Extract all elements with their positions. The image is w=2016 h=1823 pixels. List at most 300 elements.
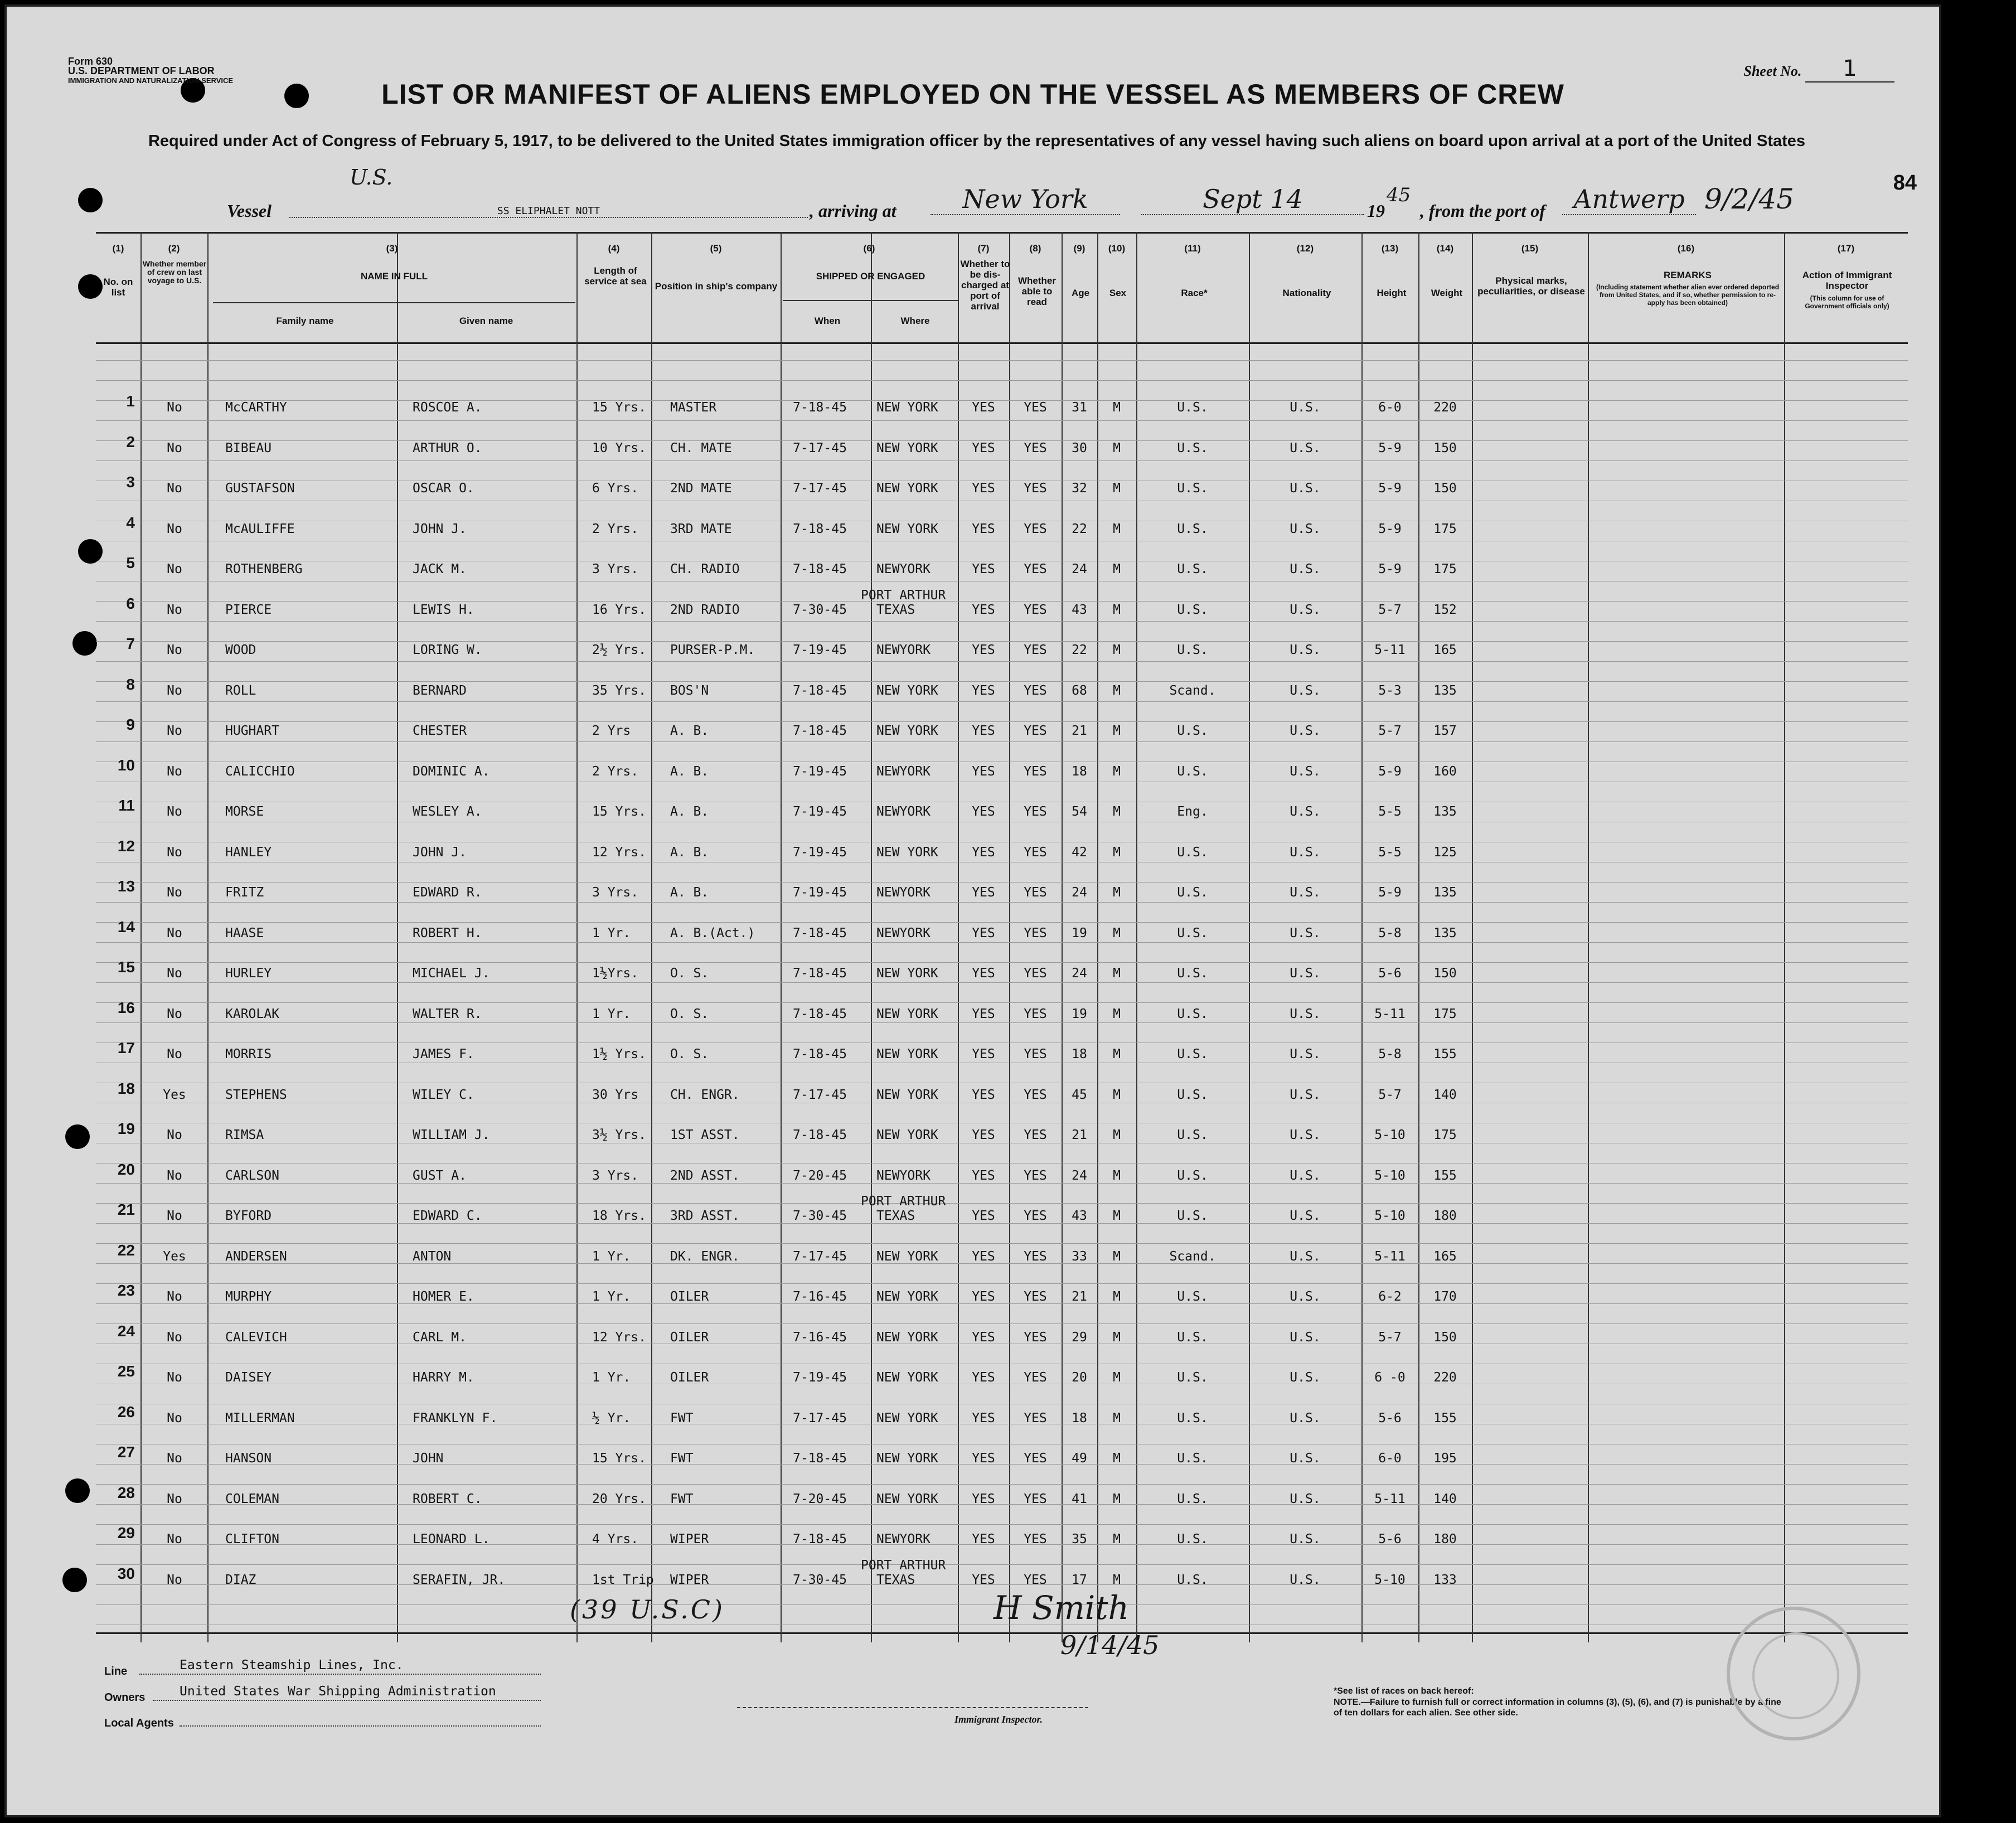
ruling-line (96, 902, 1908, 903)
crew-family-cell: CALEVICH (225, 1330, 287, 1345)
crew-sex-cell: M (1113, 1410, 1121, 1426)
crew-position-cell: OILER (670, 1330, 709, 1345)
crew-position-cell: OILER (670, 1289, 709, 1304)
arrival-date: Sept 14 (1141, 184, 1364, 215)
crew-length-cell: 15 Yrs. (592, 804, 646, 819)
crew-family-cell: McCARTHY (225, 400, 287, 415)
crew-height-cell: 5-10 (1374, 1128, 1406, 1142)
crew-family-cell: DAISEY (225, 1370, 272, 1385)
crew-race-cell: Scand. (1169, 683, 1216, 698)
ruling-line (96, 380, 1908, 381)
crew-disch-cell: YES (972, 602, 995, 617)
crew-length-cell: 35 Yrs. (592, 683, 646, 698)
crew-age-cell: 24 (1072, 885, 1087, 900)
crew-length-cell: 15 Yrs. (592, 400, 646, 415)
crew-sex-cell: M (1113, 683, 1121, 698)
crew-when-cell: 7-17-45 (793, 1087, 847, 1102)
crew-read-cell: YES (1024, 1128, 1047, 1142)
crew-where-cell: NEWYORK (876, 885, 931, 900)
col-head-when: When (814, 316, 841, 326)
crew-height-cell: 5-10 (1374, 1209, 1406, 1223)
crew-length-cell: 1 Yr. (592, 1249, 631, 1264)
crew-read-cell: YES (1024, 925, 1047, 940)
crew-position-cell: WIPER (670, 1572, 709, 1587)
crew-race-cell: U.S. (1177, 1006, 1208, 1021)
crew-position-cell: FWT (670, 1451, 694, 1466)
crew-position-cell: OILER (670, 1370, 709, 1385)
crew-given-cell: WILLIAM J. (413, 1128, 490, 1142)
ruling-line (96, 1243, 1908, 1244)
crew-age-cell: 54 (1072, 804, 1087, 819)
crew-given-cell: JOHN (413, 1451, 444, 1466)
crew-read-cell: YES (1024, 1572, 1047, 1587)
crew-sex-cell: M (1113, 1209, 1121, 1223)
agents-underline (180, 1725, 541, 1727)
crew-disch-cell: YES (972, 724, 995, 738)
crew-weight-cell: 133 (1433, 1572, 1457, 1587)
crew-height-cell: 5-9 (1378, 440, 1402, 455)
crew-last-cell: No (167, 1289, 182, 1304)
crew-where-cell: NEW YORK (876, 1370, 938, 1385)
crew-no-cell: 17 (117, 1039, 135, 1056)
col-head-height: Height (1377, 288, 1407, 298)
crew-family-cell: MURPHY (225, 1289, 272, 1304)
column-number: (7) (977, 243, 990, 254)
col-head-length: Length of service at sea (584, 265, 647, 287)
crew-no-cell: 6 (126, 594, 135, 612)
crew-sex-cell: M (1113, 562, 1121, 576)
crew-nat-cell: U.S. (1290, 562, 1321, 576)
crew-height-cell: 5-5 (1378, 845, 1402, 860)
crew-when-cell: 7-18-45 (793, 683, 847, 698)
crew-nat-cell: U.S. (1290, 400, 1321, 415)
crew-weight-cell: 125 (1433, 845, 1457, 860)
column-number: (10) (1108, 243, 1126, 254)
col-head-sex: Sex (1109, 288, 1127, 298)
crew-length-cell: 4 Yrs. (592, 1532, 639, 1546)
crew-position-cell: PURSER-P.M. (670, 643, 755, 657)
crew-when-cell: 7-17-45 (793, 440, 847, 455)
crew-when-cell: 7-17-45 (793, 481, 847, 496)
crew-when-cell: 7-18-45 (793, 1128, 847, 1142)
crew-weight-cell: 170 (1433, 1289, 1457, 1304)
crew-length-cell: 16 Yrs. (592, 602, 646, 617)
column-number: (12) (1296, 243, 1314, 254)
crew-weight-cell: 135 (1433, 804, 1457, 819)
note-label: NOTE. (1334, 1698, 1361, 1707)
crew-weight-cell: 135 (1433, 683, 1457, 698)
crew-disch-cell: YES (972, 845, 995, 860)
crew-race-cell: U.S. (1177, 602, 1208, 617)
crew-disch-cell: YES (972, 1249, 995, 1264)
crew-family-cell: WOOD (225, 643, 256, 657)
crew-no-cell: 9 (126, 716, 135, 733)
crew-last-cell: No (167, 683, 182, 698)
crew-position-cell: A. B. (670, 804, 709, 819)
crew-weight-cell: 180 (1433, 1209, 1457, 1223)
ruling-line (96, 621, 1908, 622)
vessel-line (227, 165, 1872, 224)
crew-length-cell: 18 Yrs. (592, 1209, 646, 1223)
crew-last-cell: No (167, 1491, 182, 1506)
crew-family-cell: ROTHENBERG (225, 562, 303, 576)
document-subtitle: Required under Act of Congress of February 5, 1917, to be delivered to the United States immigration officer by the representatives of any vessel having such aliens on board upon arrival at a port of the United States (148, 132, 1806, 150)
crew-where-cell: NEW YORK (876, 966, 938, 981)
crew-age-cell: 32 (1072, 481, 1087, 496)
crew-when-cell: 7-17-45 (793, 1410, 847, 1426)
crew-when-cell: 7-18-45 (793, 1047, 847, 1061)
ruling-line (96, 942, 1908, 943)
crew-nat-cell: U.S. (1290, 1087, 1321, 1102)
manifest-sheet (4, 4, 1941, 1817)
crew-last-cell: No (167, 1168, 182, 1183)
crew-height-cell: 6-0 (1378, 1451, 1402, 1466)
crew-weight-cell: 160 (1433, 764, 1457, 779)
crew-nat-cell: U.S. (1290, 1047, 1321, 1061)
crew-read-cell: YES (1024, 400, 1047, 415)
crew-disch-cell: YES (972, 1289, 995, 1304)
crew-family-cell: KAROLAK (225, 1006, 279, 1021)
crew-weight-cell: 175 (1433, 521, 1457, 536)
crew-length-cell: 6 Yrs. (592, 481, 639, 496)
crew-position-cell: A. B. (670, 764, 709, 779)
crew-length-cell: 15 Yrs. (592, 1451, 646, 1466)
crew-height-cell: 5-11 (1374, 643, 1406, 657)
crew-nat-cell: U.S. (1290, 683, 1321, 698)
crew-where-cell: NEW YORK (876, 440, 938, 455)
crew-last-cell: No (167, 481, 182, 496)
crew-weight-cell: 150 (1433, 481, 1457, 496)
crew-family-cell: BIBEAU (225, 440, 272, 455)
crew-last-cell: Yes (163, 1087, 186, 1102)
crew-given-cell: JAMES F. (413, 1047, 474, 1061)
crew-nat-cell: U.S. (1290, 1572, 1321, 1587)
crew-when-cell: 7-18-45 (793, 521, 847, 536)
header-bottom-rule (96, 342, 1908, 344)
crew-read-cell: YES (1024, 1370, 1047, 1385)
crew-given-cell: EDWARD C. (413, 1209, 482, 1223)
crew-given-cell: WALTER R. (413, 1006, 482, 1021)
column-number: (6) (863, 243, 875, 254)
crew-when-cell: 7-17-45 (793, 1249, 847, 1264)
crew-given-cell: JOHN J. (413, 521, 467, 536)
crew-weight-cell: 165 (1433, 643, 1457, 657)
crew-read-cell: YES (1024, 1168, 1047, 1183)
penalty-note (1334, 1697, 1791, 1718)
crew-length-cell: 3½ Yrs. (592, 1128, 646, 1142)
crew-length-cell: 1 Yr. (592, 1289, 631, 1304)
crew-when-cell: 7-30-45 (793, 602, 847, 617)
crew-no-cell: 11 (118, 797, 135, 814)
crew-given-cell: ARTHUR O. (413, 440, 482, 455)
crew-race-cell: U.S. (1177, 845, 1208, 860)
crew-disch-cell: YES (972, 1451, 995, 1466)
crew-nat-cell: U.S. (1290, 1491, 1321, 1506)
crew-nat-cell: U.S. (1290, 481, 1321, 496)
crew-where-cell: NEWYORK (876, 562, 931, 576)
crew-no-cell: 26 (117, 1403, 135, 1420)
crew-when-cell: 7-18-45 (793, 1006, 847, 1021)
crew-length-cell: 1 Yr. (592, 1006, 631, 1021)
crew-height-cell: 5-9 (1378, 481, 1402, 496)
crew-weight-cell: 220 (1433, 1370, 1457, 1385)
crew-read-cell: YES (1024, 1047, 1047, 1061)
ruling-line (96, 741, 1908, 742)
crew-nat-cell: U.S. (1290, 885, 1321, 900)
crew-position-cell: O. S. (670, 1047, 709, 1061)
crew-length-cell: 30 Yrs (592, 1087, 639, 1102)
crew-weight-cell: 150 (1433, 966, 1457, 981)
crew-sex-cell: M (1113, 521, 1121, 536)
crew-family-cell: FRITZ (225, 885, 264, 900)
crew-weight-cell: 140 (1433, 1087, 1457, 1102)
crew-last-cell: No (167, 400, 182, 415)
crew-when-cell: 7-18-45 (793, 966, 847, 981)
ruling-line (96, 721, 1908, 722)
crew-read-cell: YES (1024, 562, 1047, 576)
crew-age-cell: 18 (1072, 1047, 1087, 1061)
crew-height-cell: 6-2 (1378, 1289, 1402, 1304)
crew-disch-cell: YES (972, 400, 995, 415)
crew-age-cell: 43 (1072, 1209, 1087, 1223)
crew-given-cell: WESLEY A. (413, 804, 482, 819)
crew-age-cell: 43 (1072, 602, 1087, 617)
crew-height-cell: 5-9 (1378, 521, 1402, 536)
punch-hole (78, 188, 103, 212)
ruling-line (96, 1022, 1908, 1023)
crew-sex-cell: M (1113, 1047, 1121, 1061)
crew-given-cell: BERNARD (413, 683, 467, 698)
crew-race-cell: U.S. (1177, 885, 1208, 900)
shipped-subrule (783, 300, 958, 301)
crew-position-cell: A. B. (670, 724, 709, 738)
name-subrule (213, 302, 575, 303)
crew-race-cell: U.S. (1177, 1087, 1208, 1102)
crew-sex-cell: M (1113, 602, 1121, 617)
ruling-line (96, 641, 1908, 642)
crew-disch-cell: YES (972, 1572, 995, 1587)
crew-height-cell: 5-9 (1378, 562, 1402, 576)
crew-where-cell: TEXAS (876, 1572, 915, 1587)
crew-read-cell: YES (1024, 683, 1047, 698)
crew-age-cell: 49 (1072, 1451, 1087, 1466)
crew-given-cell: OSCAR O. (413, 481, 474, 496)
column-rule (1784, 232, 1785, 1642)
crew-last-cell: No (167, 643, 182, 657)
crew-when-cell: 7-19-45 (793, 885, 847, 900)
owners-underline (153, 1700, 541, 1701)
crew-no-cell: 22 (117, 1241, 135, 1259)
crew-table (96, 232, 1908, 1642)
column-number: (4) (608, 243, 620, 254)
departure-port: Antwerp (1562, 184, 1696, 215)
crew-age-cell: 33 (1072, 1249, 1087, 1264)
crew-no-cell: 29 (117, 1524, 135, 1541)
crew-position-cell: O. S. (670, 966, 709, 981)
crew-sex-cell: M (1113, 1451, 1121, 1466)
crew-where-top-cell: PORT ARTHUR (861, 1194, 946, 1209)
crew-race-cell: U.S. (1177, 764, 1208, 779)
crew-position-cell: CH. MATE (670, 440, 732, 455)
crew-sex-cell: M (1113, 804, 1121, 819)
crew-read-cell: YES (1024, 1289, 1047, 1304)
crew-last-cell: No (167, 925, 182, 940)
ruling-line (96, 1223, 1908, 1224)
crew-race-cell: U.S. (1177, 1330, 1208, 1345)
crew-sex-cell: M (1113, 1491, 1121, 1506)
col-head-no: No. on list (103, 277, 133, 298)
crew-race-cell: U.S. (1177, 562, 1208, 576)
crew-read-cell: YES (1024, 724, 1047, 738)
crew-where-top-cell: PORT ARTHUR (861, 588, 946, 603)
crew-disch-cell: YES (972, 925, 995, 940)
crew-height-cell: 5-5 (1378, 804, 1402, 819)
crew-disch-cell: YES (972, 1491, 995, 1506)
crew-race-cell: U.S. (1177, 521, 1208, 536)
crew-where-cell: NEW YORK (876, 1491, 938, 1506)
crew-position-cell: A. B. (670, 845, 709, 860)
crew-height-cell: 6-0 (1378, 400, 1402, 415)
crew-when-cell: 7-20-45 (793, 1491, 847, 1506)
col-head-where: Where (900, 316, 930, 326)
crew-read-cell: YES (1024, 1006, 1047, 1021)
crew-sex-cell: M (1113, 966, 1121, 981)
crew-read-cell: YES (1024, 1249, 1047, 1264)
col-head-action: Action of Immigrant Inspector (1802, 270, 1892, 291)
crew-no-cell: 19 (117, 1120, 135, 1137)
crew-where-cell: NEWYORK (876, 1168, 931, 1183)
line-value: Eastern Steamship Lines, Inc. (180, 1658, 404, 1672)
ruling-line (96, 1183, 1908, 1184)
crew-last-cell: No (167, 1370, 182, 1385)
crew-nat-cell: U.S. (1290, 1370, 1321, 1385)
crew-last-cell: No (167, 966, 182, 981)
crew-when-cell: 7-18-45 (793, 925, 847, 940)
crew-no-cell: 10 (117, 756, 135, 774)
sheet-number: 1 (1805, 56, 1894, 83)
crew-race-cell: Eng. (1177, 804, 1208, 819)
crew-length-cell: 3 Yrs. (592, 562, 639, 576)
crew-nat-cell: U.S. (1290, 764, 1321, 779)
crew-race-cell: U.S. (1177, 1572, 1208, 1587)
crew-last-cell: No (167, 885, 182, 900)
service: IMMIGRATION AND NATURALIZATION SERVICE (68, 76, 234, 85)
crew-sex-cell: M (1113, 845, 1121, 860)
crew-sex-cell: M (1113, 885, 1121, 900)
crew-race-cell: U.S. (1177, 1370, 1208, 1385)
crew-given-cell: DOMINIC A. (413, 764, 490, 779)
crew-last-cell: No (167, 1451, 182, 1466)
crew-when-cell: 7-19-45 (793, 643, 847, 657)
col-head-name: NAME IN FULL (361, 271, 428, 282)
crew-given-cell: ROBERT C. (413, 1491, 482, 1506)
crew-family-cell: DIAZ (225, 1572, 256, 1587)
column-rule (576, 232, 578, 1642)
col-head-age: Age (1071, 288, 1090, 298)
column-rule (781, 232, 782, 1642)
crew-length-cell: 10 Yrs. (592, 440, 646, 455)
crew-length-cell: 20 Yrs. (592, 1491, 646, 1506)
crew-length-cell: 2½ Yrs. (592, 643, 646, 657)
crew-disch-cell: YES (972, 1330, 995, 1345)
crew-weight-cell: 135 (1433, 925, 1457, 940)
ruling-line (96, 360, 1908, 361)
crew-length-cell: ½ Yr. (592, 1410, 631, 1426)
crew-age-cell: 29 (1072, 1330, 1087, 1345)
crew-disch-cell: YES (972, 643, 995, 657)
page-number: 84 (1893, 171, 1917, 195)
crew-disch-cell: YES (972, 683, 995, 698)
crew-no-cell: 24 (117, 1322, 135, 1340)
crew-age-cell: 35 (1072, 1532, 1087, 1546)
crew-height-cell: 5-11 (1374, 1491, 1406, 1506)
crew-given-cell: CARL M. (413, 1330, 467, 1345)
crew-weight-cell: 155 (1433, 1047, 1457, 1061)
crew-last-cell: No (167, 724, 182, 738)
crew-no-cell: 15 (117, 958, 135, 976)
crew-height-cell: 5-6 (1378, 1410, 1402, 1426)
crew-length-cell: 2 Yrs. (592, 764, 639, 779)
crew-given-cell: EDWARD R. (413, 885, 482, 900)
crew-last-cell: No (167, 1532, 182, 1546)
crew-last-cell: No (167, 521, 182, 536)
crew-where-cell: TEXAS (876, 602, 915, 617)
table-top-rule (96, 232, 1908, 234)
ruling-line (96, 922, 1908, 923)
crew-age-cell: 24 (1072, 562, 1087, 576)
vessel-label: Vessel (227, 201, 272, 221)
crew-family-cell: MILLERMAN (225, 1410, 295, 1426)
crew-family-cell: MORRIS (225, 1047, 272, 1061)
departure-date: 9/2/45 (1704, 183, 1794, 215)
crew-no-cell: 2 (126, 433, 135, 450)
crew-length-cell: 3 Yrs. (592, 1168, 639, 1183)
vessel-name: SS ELIPHALET NOTT (289, 205, 808, 218)
crew-family-cell: HURLEY (225, 966, 272, 981)
owners-label: Owners (104, 1691, 146, 1704)
crew-given-cell: MICHAEL J. (413, 966, 490, 981)
col-head-remarks: REMARKS (1664, 270, 1712, 280)
crew-no-cell: 21 (117, 1201, 135, 1218)
crew-weight-cell: 152 (1433, 602, 1457, 617)
column-number: (14) (1436, 243, 1454, 254)
crew-height-cell: 5-11 (1374, 1249, 1406, 1264)
crew-age-cell: 19 (1072, 925, 1087, 940)
crew-when-cell: 7-16-45 (793, 1289, 847, 1304)
col-head-discharged: Whether to be dis-charged at port of arrival (960, 259, 1010, 312)
crew-disch-cell: YES (972, 1006, 995, 1021)
year-prefix: 19 (1367, 201, 1385, 221)
ruling-line (96, 982, 1908, 983)
crew-sex-cell: M (1113, 1330, 1121, 1345)
crew-age-cell: 22 (1072, 643, 1087, 657)
crew-family-cell: BYFORD (225, 1209, 272, 1223)
crew-last-cell: Yes (163, 1249, 186, 1264)
crew-no-cell: 23 (117, 1282, 135, 1299)
ruling-line (96, 420, 1908, 421)
ruling-line (96, 1203, 1908, 1204)
owners-value: United States War Shipping Administration (180, 1684, 496, 1699)
crew-age-cell: 42 (1072, 845, 1087, 860)
crew-read-cell: YES (1024, 845, 1047, 860)
crew-nat-cell: U.S. (1290, 724, 1321, 738)
crew-sex-cell: M (1113, 1532, 1121, 1546)
ruling-line (96, 1323, 1908, 1324)
punch-hole (65, 1124, 90, 1149)
crew-last-cell: No (167, 764, 182, 779)
crew-no-cell: 27 (117, 1443, 135, 1461)
department: U.S. DEPARTMENT OF LABOR (68, 65, 215, 76)
